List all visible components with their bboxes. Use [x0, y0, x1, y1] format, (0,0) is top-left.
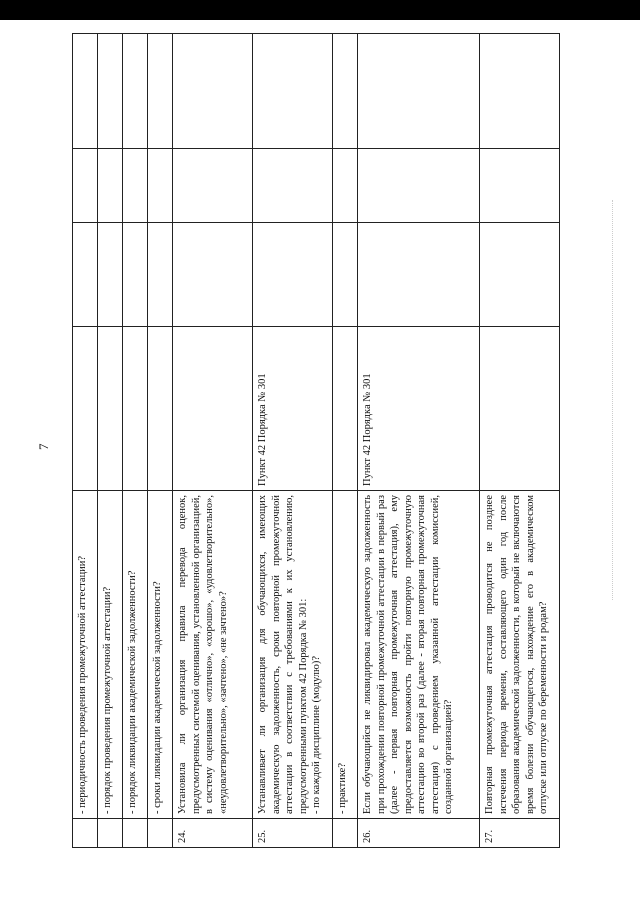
answer-cell	[123, 149, 148, 223]
row-number	[73, 819, 98, 848]
reference-cell	[148, 327, 173, 491]
answer-cell	[358, 223, 480, 327]
question-cell: - практике?	[333, 491, 358, 819]
row-number: 27.	[480, 819, 560, 848]
answer-cell	[253, 223, 333, 327]
answer-cell	[73, 149, 98, 223]
reference-cell	[73, 327, 98, 491]
answer-cell	[148, 223, 173, 327]
answer-cell	[333, 149, 358, 223]
row-number	[123, 819, 148, 848]
answer-cell	[480, 223, 560, 327]
notes-cell	[123, 34, 148, 149]
question-cell: Если обучающийся не ликвидировал академическую задолженность при прохождении повторной промежуточной аттестации в первый раз (далее - первая повторная промежуточная аттестация), ему предоставляется возможность пройти повторную промежуточную аттестацию во второй раз (далее - вторая повторная промежуточная аттестация) с проведением указанной аттестации комиссией, созданной организацией?	[358, 491, 480, 819]
notes-cell	[253, 34, 333, 149]
row-number: 24.	[173, 819, 253, 848]
answer-cell	[148, 149, 173, 223]
notes-cell	[173, 34, 253, 149]
notes-cell	[148, 34, 173, 149]
table-row	[98, 34, 123, 848]
binding-margin-line	[612, 200, 633, 600]
answer-cell	[98, 149, 123, 223]
question-cell: Повторная промежуточная аттестация проводится не позднее истечения периода времени, составляющего один год после образования академической задолженности, в который не включаются время болезни обучающегося, нахождение его в академическом отпуске или отпуске по беременности и родам?	[480, 491, 560, 819]
rotated-table-area	[72, 72, 578, 848]
question-cell: - порядок ликвидации академической задолженности?	[123, 491, 148, 819]
reference-cell	[480, 327, 560, 491]
table-row	[123, 34, 148, 848]
notes-cell	[333, 34, 358, 149]
question-cell: - сроки ликвидации академической задолженности?	[148, 491, 173, 819]
reference-cell	[173, 327, 253, 491]
answer-cell	[73, 223, 98, 327]
reference-cell: Пункт 42 Порядка № 301	[358, 327, 480, 491]
table-row	[73, 34, 98, 848]
answer-cell	[358, 149, 480, 223]
notes-cell	[358, 34, 480, 149]
reference-cell	[98, 327, 123, 491]
reference-cell	[123, 327, 148, 491]
notes-cell	[98, 34, 123, 149]
question-cell: Устанавливает ли организация для обучающихся, имеющих академическую задолженность, сроки повторной промежуточной аттестации в соответствии с требованиями к их установлению, предусмотренными пунктом 42 Порядка № 301: - по каждой дисциплине (модулю)?	[253, 491, 333, 819]
question-cell: - порядок проведения промежуточной аттестации?	[98, 491, 123, 819]
answer-cell	[253, 149, 333, 223]
question-cell: Установила ли организация правила перевода оценок, предусмотренных системой оценивания, установленной организацией, в систему оценивания «отлично», «хорошо», «удовлетворительно», «неудовлетворительно», «зачтено», «не зачтено»?	[173, 491, 253, 819]
answer-cell	[123, 223, 148, 327]
notes-cell	[480, 34, 560, 149]
table-row	[333, 34, 358, 848]
table-row	[173, 34, 253, 848]
reference-cell	[333, 327, 358, 491]
row-number	[333, 819, 358, 848]
notes-cell	[73, 34, 98, 149]
table-row	[480, 34, 560, 848]
reference-cell: Пункт 42 Порядка № 301	[253, 327, 333, 491]
answer-cell	[480, 149, 560, 223]
answer-cell	[173, 223, 253, 327]
answer-cell	[173, 149, 253, 223]
answer-cell	[333, 223, 358, 327]
row-number	[148, 819, 173, 848]
scan-top-edge	[0, 0, 640, 20]
row-number	[98, 819, 123, 848]
question-cell: - периодичность проведения промежуточной аттестации?	[73, 491, 98, 819]
row-number: 25.	[253, 819, 333, 848]
page-number: 7	[36, 443, 51, 450]
table-row	[148, 34, 173, 848]
table-row	[253, 34, 333, 848]
checklist-table	[72, 33, 560, 848]
table-row	[358, 34, 480, 848]
row-number: 26.	[358, 819, 480, 848]
answer-cell	[98, 223, 123, 327]
